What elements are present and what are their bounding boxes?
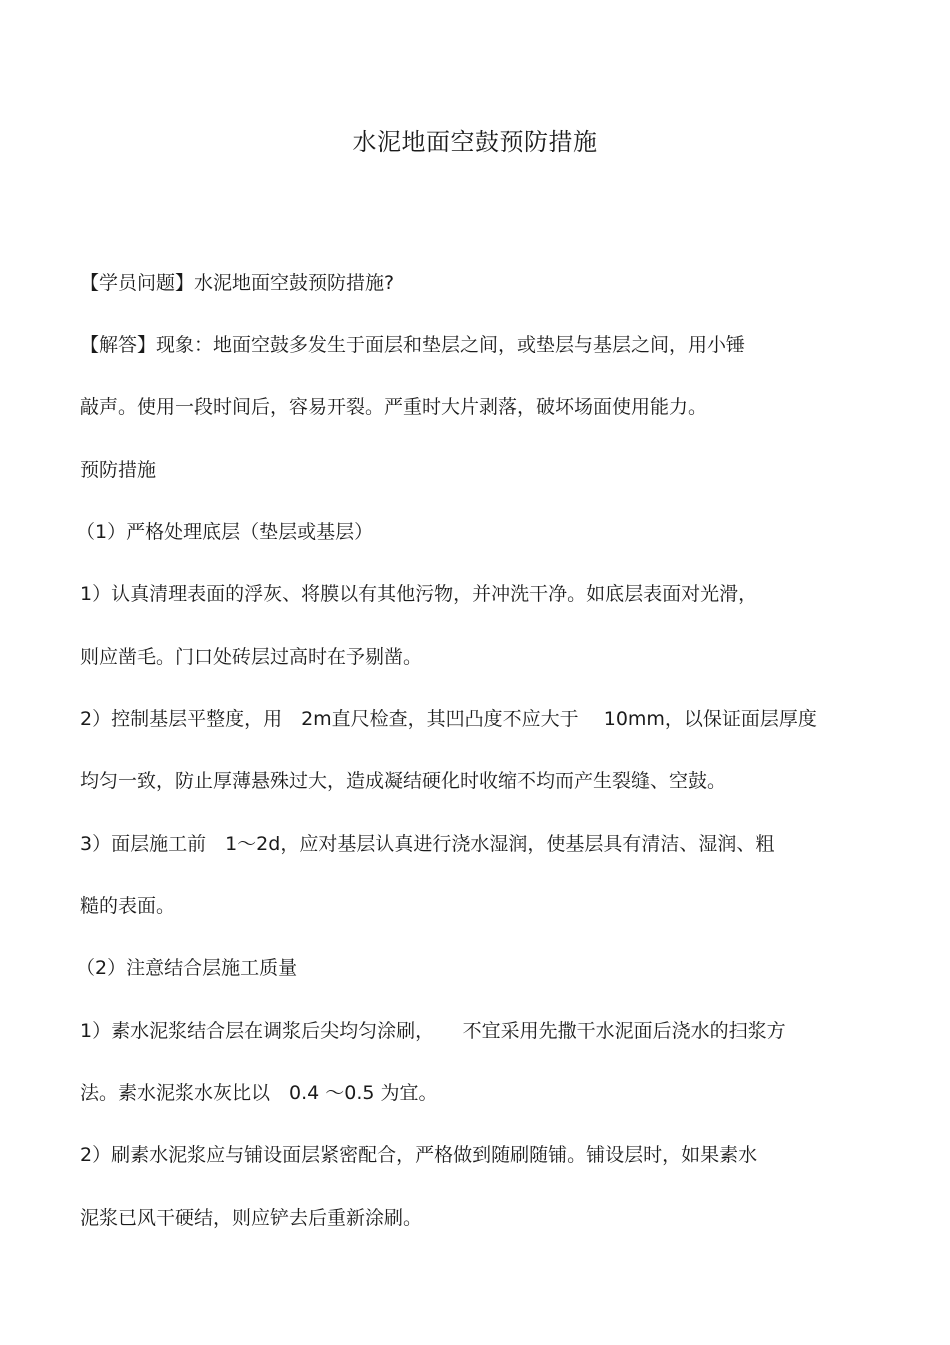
subsection-heading-1: （1）严格处理底层（垫层或基层） [76, 521, 374, 543]
item-1-line-1: 1）认真清理表面的浮灰、将膜以有其他污物，并冲洗干净。如底层表面对光滑， [80, 583, 758, 605]
item-5-line-2: 泥浆已风干硬结，则应铲去后重新涂刷。 [80, 1207, 423, 1229]
item-3-line-2: 糙的表面。 [80, 895, 176, 917]
item-4-line-2: 法。素水泥浆水灰比以 0.4 ～0.5 为宜。 [80, 1082, 438, 1104]
item-2-line-1: 2）控制基层平整度，用 2m直尺检查，其凹凸度不应大于 10mm，以保证面层厚度 [80, 708, 817, 730]
page-title: 水泥地面空鼓预防措施 [352, 128, 598, 156]
item-1-line-2: 则应凿毛。门口处砖层过高时在予剔凿。 [80, 646, 423, 668]
item-4-line-1: 1）素水泥浆结合层在调浆后尖均匀涂刷， 不宜采用先撒干水泥面后浇水的扫浆方 [80, 1020, 786, 1042]
item-3-line-1: 3）面层施工前 1～2d，应对基层认真进行浇水湿润，使基层具有清洁、湿润、粗 [80, 833, 775, 855]
answer-line-2: 敲声。使用一段时间后，容易开裂。严重时大片剥落，破坏场面使用能力。 [80, 396, 708, 418]
subsection-heading-2: （2）注意结合层施工质量 [76, 957, 298, 979]
item-2-line-2: 均匀一致，防止厚薄悬殊过大，造成凝结硬化时收缩不均而产生裂缝、空鼓。 [80, 770, 727, 792]
section-heading-prevention: 预防措施 [80, 459, 157, 481]
item-5-line-1: 2）刷素水泥浆应与铺设面层紧密配合，严格做到随刷随铺。铺设层时，如果素水 [80, 1144, 758, 1166]
question-line: 【学员问题】水泥地面空鼓预防措施? [80, 272, 395, 294]
answer-line-1: 【解答】现象：地面空鼓多发生于面层和垫层之间，或垫层与基层之间，用小锤 [80, 334, 746, 356]
